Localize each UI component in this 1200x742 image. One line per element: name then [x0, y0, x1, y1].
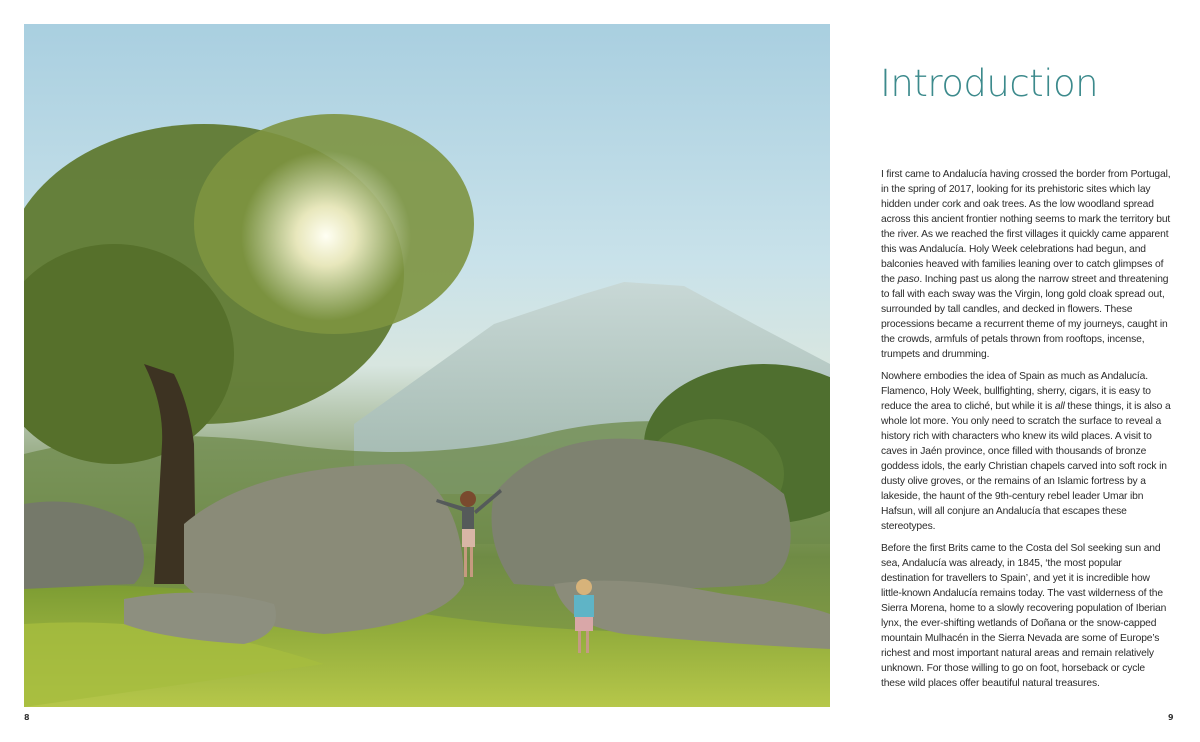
- landscape-illustration: [24, 24, 830, 707]
- paragraph-2-end: these things, it is also a whole lot more. You only need to scratch the surface to reveal a history rich with characters who knew its wild places. A visit to caves in Jaén province, once filled with thousands of bronze goddess idols, the early Christian chapels carved into soft rock in dusty olive groves, or the remains of an Islamic fortress by a lakeside, the haunt of the 9th-century rebel leader Umar ibn Hafsun, will all conjure an Andalucía that escapes these stereotypes.: [881, 401, 1171, 532]
- paragraph-2-start: Nowhere embodies the idea of Spain as much as Andalucía. Flamenco, Holy Week, bullfighting, sherry, cigars, it is easy to reduce the area to cliché, but while it is: [881, 371, 1151, 412]
- page-title: Introduction: [880, 62, 1099, 105]
- page-number-right: 9: [1168, 713, 1174, 722]
- paragraph-1: [881, 167, 1171, 362]
- paragraph-2-emphasis: all: [1054, 401, 1065, 412]
- landscape-photo: [24, 24, 830, 707]
- page-number-left: 8: [24, 713, 30, 722]
- paragraph-1-emphasis: paso: [897, 274, 920, 285]
- paragraph-1-end: . Inching past us along the narrow street and threatening to fall with each sway was the Virgin, long gold cloak spread out, surrounded by tall candles, and decked in flowers. These processions became a recurrent theme of my journeys, caught in the crowds, armfuls of petals thrown from rooftops, incense, trumpets and drumming.: [881, 274, 1169, 360]
- paragraph-1-start: I first came to Andalucía having crossed the border from Portugal, in the spring of 2017, looking for its prehistoric sites which lay hidden under cork and oak trees. As the low woodland spread across this ancient frontier nothing seems to mark the territory but the river. As we reached the first villages it quickly came apparent this was Andalucía. Holy Week celebrations had begun, and balconies heaved with families leaning over to catch glimpses of the: [881, 169, 1171, 285]
- paragraph-2: [881, 369, 1171, 534]
- article-body: [881, 167, 1171, 698]
- paragraph-3: Before the first Brits came to the Costa del Sol seeking sun and sea, Andalucía was already, in 1845, ‘the most popular destination for travellers to Spain’, and yet it is incredible how little-known Andalucía remains today. The vast wilderness of the Sierra Morena, home to a slowly recovering population of Iberian lynx, the ever-shifting wetlands of Doñana or the snow-capped mountain Mulhacén in the Sierra Nevada are some of Europe’s richest and most important natural areas and remain relatively unknown. For those willing to go on foot, horseback or cycle these wild places offer beautiful natural treasures.: [881, 543, 1167, 689]
